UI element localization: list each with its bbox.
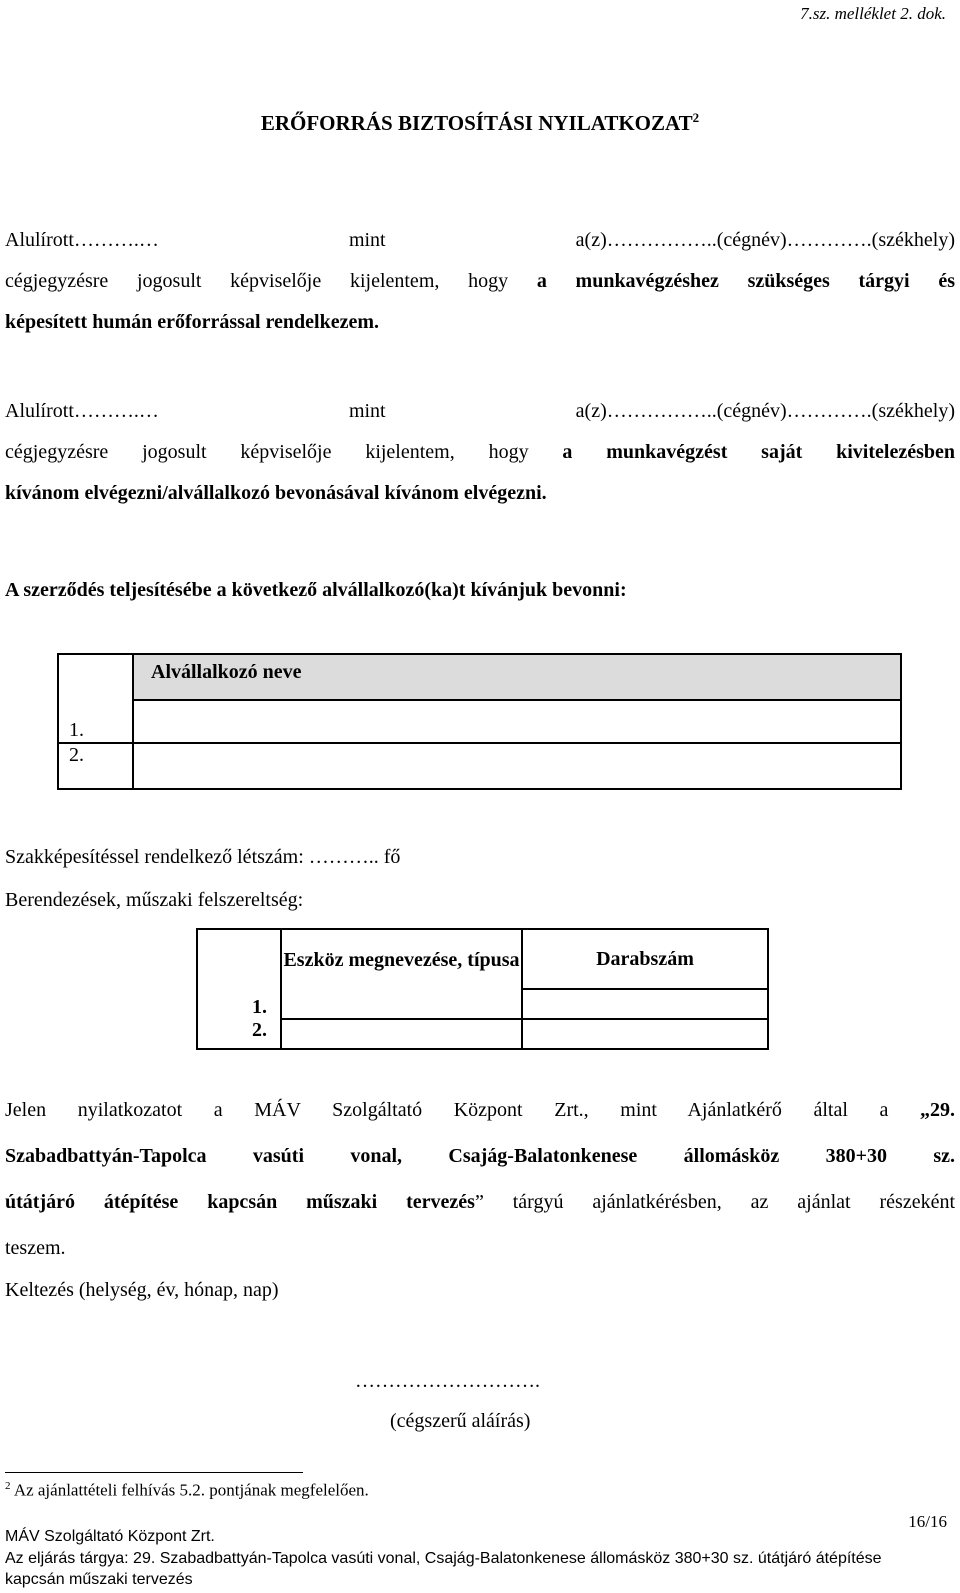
submission-line4: teszem. [5,1237,66,1259]
submission-paragraph [5,1087,955,1271]
footer-subject-line1: Az eljárás tárgya: 29. Szabadbattyán-Tapolca vasúti vonal, Csajág-Balatonkenese állomásköz 380+30 sz. útátjáró átépítése [5,1550,882,1567]
equipment-col-name-header [281,929,522,989]
footer-org: MÁV Szolgáltató Központ Zrt. [5,1528,215,1545]
subcontractor-row [58,743,901,789]
equipment-count-cell[interactable] [522,989,768,1019]
footnote-separator [5,1472,303,1473]
annex-reference: 7.sz. melléklet 2. dok. [800,4,946,23]
equipment-col-count-label: Darabszám [596,947,694,970]
equipment-row-number: 1. [197,989,281,1019]
submission-text-1: Jelen nyilatkozatot a MÁV Szolgáltató Központ Zrt., mint Ajánlatkérő által a [5,1099,920,1121]
declaration-1-bold-text: a munkavégzéshez szükséges tárgyi és [536,270,955,292]
equipment-row-number: 2. [197,1019,281,1049]
equipment-col-count-header [522,929,768,989]
submission-bold-3: útátjáró átépítése kapcsán műszaki tervezés [5,1191,475,1213]
declaration-2-text: cégjegyzésre jogosult képviselője kijelentem, hogy [5,441,563,463]
subcontractor-row-number: 1. [58,700,133,743]
submission-line3 [5,1179,955,1225]
footnote [5,1480,369,1501]
footnote-text: Az ajánlattételi felhívás 5.2. pontjának megfelelően. [13,1480,369,1500]
subcontractor-table-corner [58,654,133,700]
subcontractor-row [58,700,901,743]
declaration-2-mint: mint [348,400,386,422]
subcontractor-name-cell[interactable] [133,743,901,789]
equipment-count-cell[interactable] [522,1019,768,1049]
subcontractor-intro: A szerződés teljesítésébe a következő alvállalkozó(ka)t kívánjuk bevonni: [5,579,627,601]
equipment-label: Berendezések, műszaki felszereltség: [5,889,304,911]
subcontractor-header-label: Alvállalkozó neve [151,661,302,683]
page-number: 16/16 [908,1512,947,1531]
declaration-1-line2 [5,261,955,302]
declaration-2 [5,391,955,514]
document-title [0,110,960,136]
declaration-1-line3: képesített humán erőforrással rendelkezem. [5,311,380,333]
submission-line1 [5,1087,955,1133]
title-footnote-ref: 2 [692,110,700,125]
dating-label: Keltezés (helység, év, hónap, nap) [5,1279,279,1301]
declaration-1-mint: mint [348,229,386,251]
equipment-col-name-label: Eszköz megnevezése, típusa [283,948,520,971]
title-text: ERŐFORRÁS BIZTOSÍTÁSI NYILATKOZAT [260,111,693,135]
equipment-name-cell[interactable] [281,1019,522,1049]
declaration-1 [5,220,955,343]
subcontractor-table-header [133,654,901,700]
declaration-2-line2 [5,432,955,473]
subcontractor-name-cell[interactable] [133,700,901,743]
declaration-1-company: a(z)……………..(cégnév)………….(székhely) [575,229,955,251]
subcontractor-table [57,653,902,790]
subcontractor-row-number: 2. [58,743,133,789]
equipment-name-cell[interactable] [281,989,522,1019]
equipment-row [197,989,768,1019]
declaration-2-line3: kívánom elvégezni/alvállalkozó bevonásával kívánom elvégezni. [5,482,547,504]
equipment-table [196,928,769,1050]
footer-subject-line2: kapcsán műszaki tervezés [5,1571,193,1588]
submission-text-3: ” tárgyú ajánlatkérésben, az ajánlat részeként [474,1191,956,1213]
submission-bold-1: „29. [920,1099,955,1121]
footnote-number: 2 [5,1480,11,1492]
declaration-1-text: cégjegyzésre jogosult képviselője kijelentem, hogy [5,270,537,292]
submission-line2: Szabadbattyán-Tapolca vasúti vonal, Csajág-Balatonkenese állomásköz 380+30 sz. [5,1145,955,1167]
equipment-row [197,1019,768,1049]
declaration-2-alulirott: Alulírott……….… [5,400,159,422]
declaration-2-company: a(z)……………..(cégnév)………….(székhely) [575,400,955,422]
equipment-table-corner [197,929,281,989]
declaration-1-line1 [5,220,955,261]
signature-label: (cégszerű aláírás) [390,1410,531,1432]
declaration-2-bold-text: a munkavégzést saját kivitelezésben [562,441,955,463]
signature-line: ………………………. [355,1370,540,1392]
staff-count: Szakképesítéssel rendelkező létszám: ……….. fő [5,846,401,868]
declaration-1-alulirott: Alulírott……….… [5,229,159,251]
declaration-2-line1 [5,391,955,432]
